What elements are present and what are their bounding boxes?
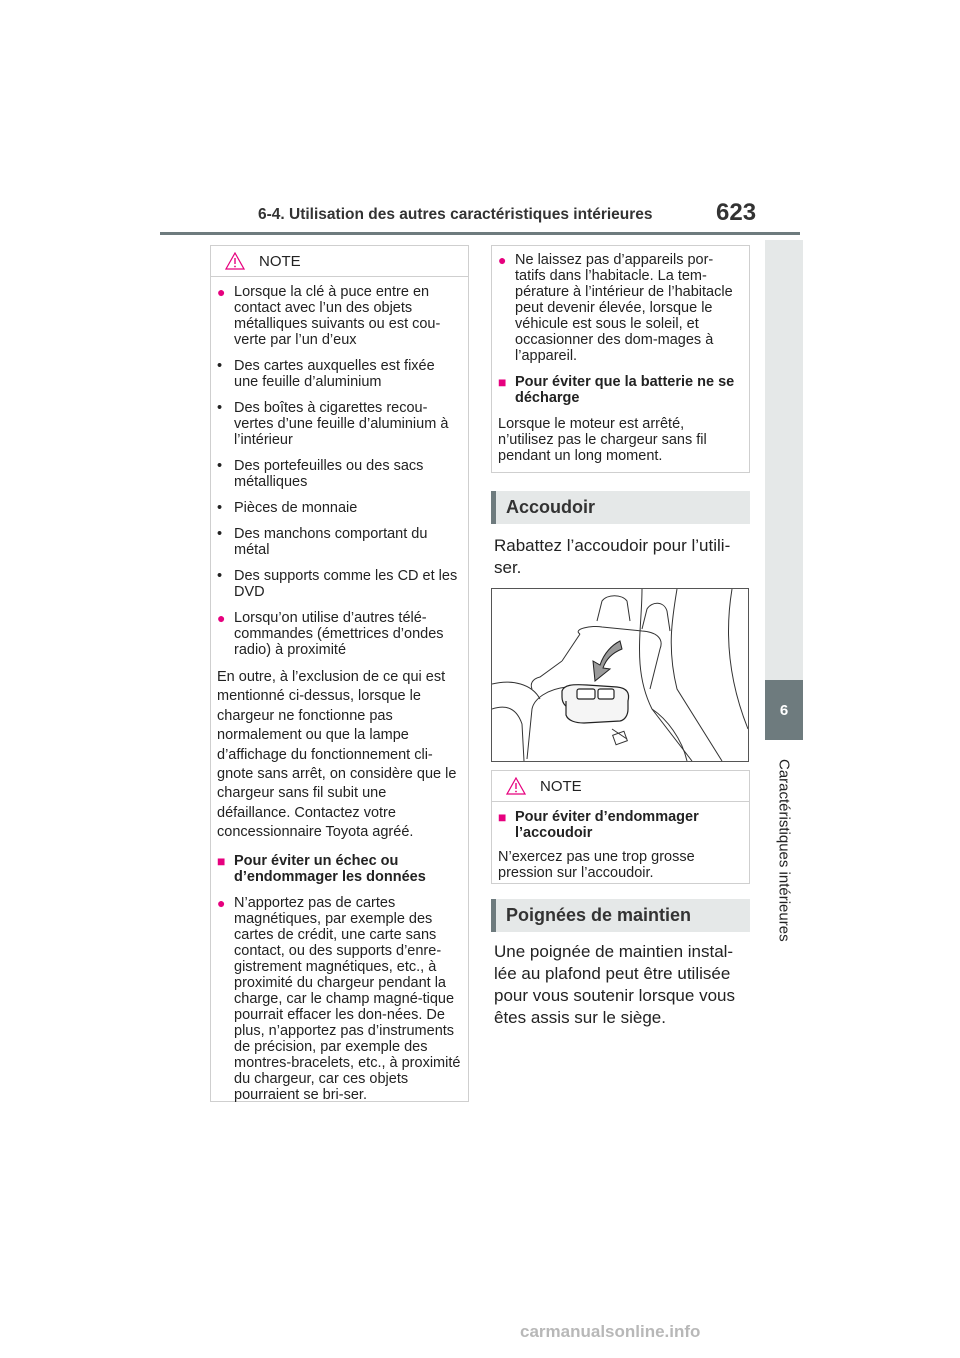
pink-bullet-icon: ● (217, 284, 226, 300)
note-header (211, 246, 468, 277)
right-note-continuation (491, 245, 750, 473)
note-subheading: ■ Pour éviter d’endommager l’accoudoir (498, 809, 699, 841)
chapter-number: 6 (779, 701, 789, 719)
pink-bullet-icon: ● (217, 610, 226, 626)
chapter-label: Caractéristiques intérieures (775, 758, 793, 942)
warning-icon (506, 777, 526, 795)
note-subheading: ■ Pour éviter un échec ou d’endommager les données (217, 852, 426, 885)
header-rule (160, 232, 800, 235)
chapter-number-tab (765, 680, 803, 740)
grab-handles-text: Une poignée de maintien instal-lée au plafond peut être utilisée pour vous soutenir lorsque vous êtes assis sur le siège. (494, 942, 735, 1027)
list-item: • Pièces de monnaie (217, 500, 358, 516)
armrest-text: Rabattez l’accoudoir pour l’utili-ser. (494, 536, 731, 577)
page-number: 623 (716, 199, 757, 226)
pink-bullet-icon: ● (217, 894, 226, 911)
note-item: ● Lorsqu’on utilise d’autres télé-commandes (émettrices d’ondes radio) à proximité (217, 610, 444, 658)
section-title: 6-4. Utilisation des autres caractéristiques intérieures (258, 206, 653, 223)
pink-square-icon: ■ (217, 852, 226, 869)
armrest-note-box (491, 770, 750, 884)
chapter-label-tab (765, 745, 803, 955)
list-item: • Des portefeuilles ou des sacs métalliques (217, 458, 424, 490)
note-paragraph: N’exercez pas une trop grosse pression sur l’accoudoir. (498, 849, 695, 881)
note-paragraph: Lorsque le moteur est arrêté, n’utilisez pas le chargeur sans fil pendant un long moment. (498, 416, 707, 464)
watermark: carmanualsonline.info (520, 1322, 701, 1341)
note-subheading: ■ Pour éviter que la batterie ne se décharge (498, 374, 735, 406)
note-title: NOTE (540, 778, 582, 795)
left-note-box (210, 245, 469, 1102)
down-arrow-icon (593, 641, 622, 681)
list-item: • Des manchons comportant du métal (217, 526, 428, 558)
rear-seat-armrest-drawing (492, 589, 748, 761)
list-item: • Des supports comme les CD et les DVD (217, 568, 458, 600)
list-item: • Des cartes auxquelles est fixée une feuille d’aluminium (217, 358, 435, 390)
note-item: ● Ne laissez pas d’appareils por-tatifs dans l’habitacle. La tem-pérature à l’intérieur de l’habitacle peut devenir élevée, lorsque le véhicule est sous le soleil, et occasionner des dom-mages à l’appareil. (498, 252, 733, 364)
section-heading-armrest: Accoudoir (491, 491, 750, 524)
pink-square-icon: ■ (498, 809, 507, 825)
section-heading-grab-handles: Poignées de maintien (491, 899, 750, 932)
armrest-illustration (491, 588, 749, 762)
note-title: NOTE (259, 253, 301, 270)
pink-square-icon: ■ (498, 374, 507, 390)
note-item: ● Lorsque la clé à puce entre en contact avec l’un des objets métalliques suivants ou est cou-verte par l’un d’eux (217, 284, 441, 348)
list-item: • Des boîtes à cigarettes recou-vertes d’une feuille d’aluminium à l’intérieur (217, 400, 449, 448)
note-paragraph: En outre, à l’exclusion de ce qui est mentionné ci-dessus, lorsque le chargeur ne fonctionne pas normalement ou que la lampe d’affichage du fonctionnement cli-gnote sans arrêt, on considère que le chargeur sans fil subit une défaillance. Contactez votre concessionnaire Toyota agréé. (217, 669, 457, 841)
warning-icon (225, 252, 245, 270)
note-body (211, 277, 468, 1119)
side-tab-top (765, 240, 803, 680)
pink-bullet-icon: ● (498, 252, 507, 268)
note-item: ● N’apportez pas de cartes magnétiques, par exemple des cartes de crédit, une carte sans contact, ou des supports d’enre-gistrement magnétiques, etc., à proximité du chargeur pendant la charge, car le champ magné-tique pourrait effacer les don-nées. De plus, n’apportez pas d’instruments de précision, par exemple des montres-bracelets, etc., à proximité du chargeur, car ces objets pourraient se bri-ser. (217, 894, 461, 1103)
